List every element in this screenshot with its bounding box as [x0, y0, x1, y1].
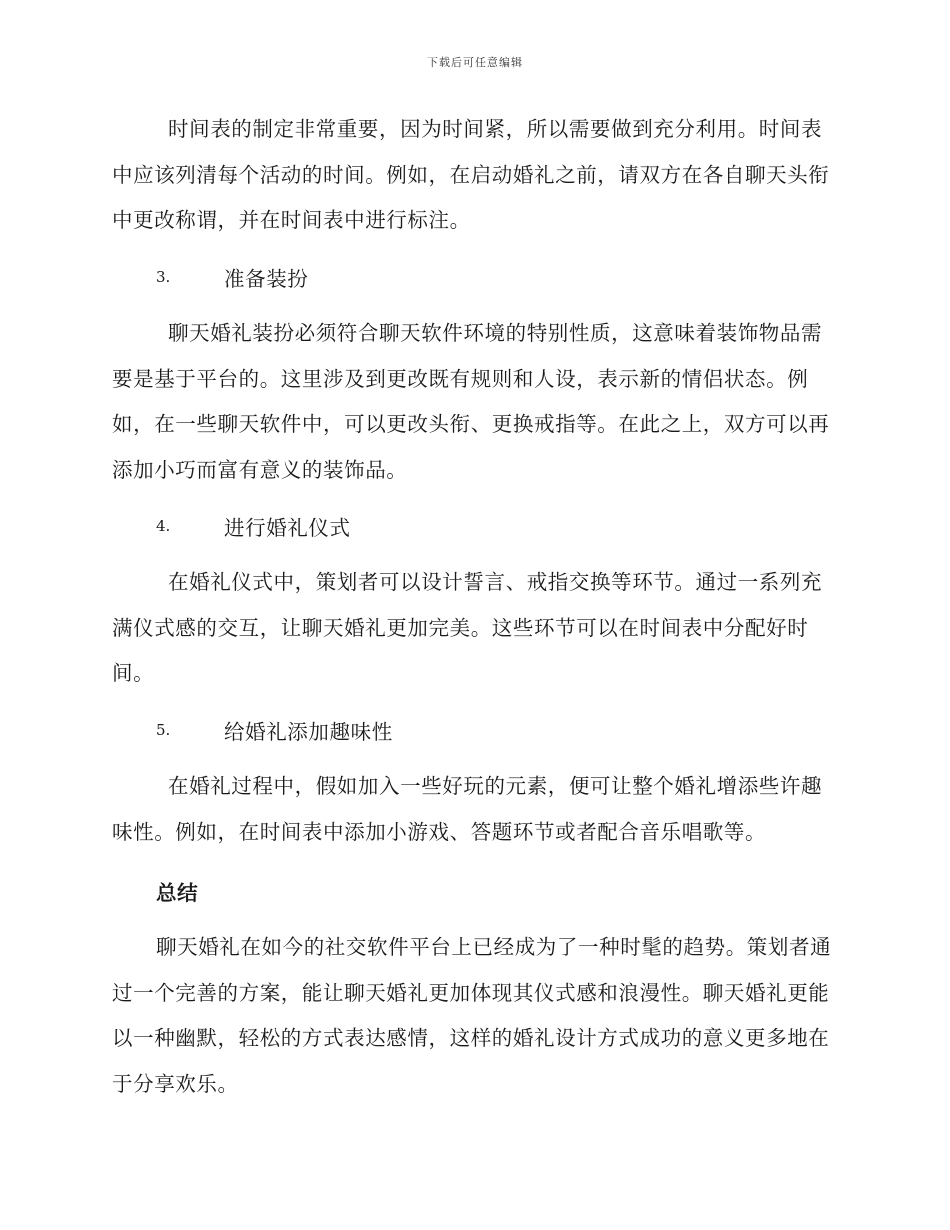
- list-title: 给婚礼添加趣味性: [224, 720, 393, 744]
- list-number: 5.: [156, 721, 171, 739]
- paragraph-schedule: 时间表的制定非常重要，因为时间紧，所以需要做到充分利用。时间表中应该列清每个活动的时间。例如，在启动婚礼之前，请双方在各自聊天头衔中更改称谓，并在时间表中进行标注。: [112, 117, 830, 232]
- list-title: 进行婚礼仪式: [224, 516, 351, 540]
- list-item-4: [156, 511, 351, 541]
- paragraph-summary: 聊天婚礼在如今的社交软件平台上已经成为了一种时髦的趋势。策划者通过一个完善的方案，能让聊天婚礼更加体现其仪式感和浪漫性。聊天婚礼更能以一种幽默，轻松的方式表达感情，这样的婚礼设计方式成功的意义更多地在于分享欢乐。: [112, 935, 832, 1096]
- paragraph-dressing: 聊天婚礼装扮必须符合聊天软件环境的特别性质，这意味着装饰物品需要是基于平台的。这里涉及到更改既有规则和人设，表示新的情侣状态。例如，在一些聊天软件中，可以更改头衔、更换戒指等。在此之上，双方可以再添加小巧而富有意义的装饰品。: [112, 321, 830, 482]
- header-note: 下载后可任意编辑: [427, 56, 523, 69]
- list-item-3: [156, 262, 308, 292]
- list-number: 3.: [156, 268, 171, 286]
- paragraph-fun: 在婚礼过程中，假如加入一些好玩的元素，便可让整个婚礼增添些许趣味性。例如，在时间表中添加小游戏、答题环节或者配合音乐唱歌等。: [112, 774, 823, 844]
- summary-heading: 总结: [156, 881, 199, 905]
- list-item-5: [156, 715, 393, 745]
- list-number: 4.: [156, 517, 171, 535]
- paragraph-ceremony: 在婚礼仪式中，策划者可以设计誓言、戒指交换等环节。通过一系列充满仪式感的交互，让聊天婚礼更加完美。这些环节可以在时间表中分配好时间。: [112, 570, 823, 685]
- list-title: 准备装扮: [224, 267, 309, 291]
